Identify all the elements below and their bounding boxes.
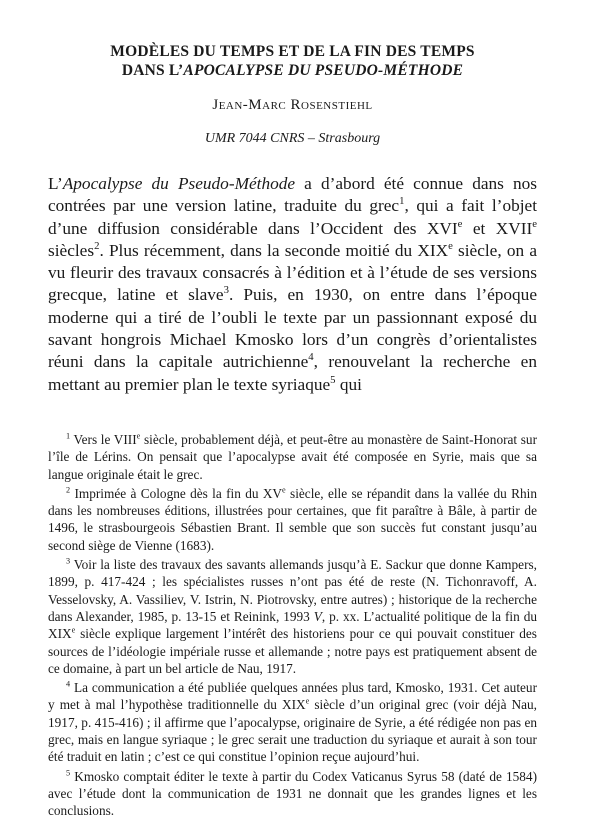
body-text-segment: a d’abord été connue dans nos contrées par une version latine, traduite du grec bbox=[48, 174, 538, 216]
footnote-2 bbox=[48, 485, 537, 554]
work-title: Apocalypse du Pseudo-Méthode bbox=[62, 174, 296, 193]
ordinal-superscript: e bbox=[457, 217, 463, 230]
body-paragraph bbox=[48, 173, 537, 396]
footnote-text: , p. xx. L’actualité politique de la fin du XIX bbox=[48, 608, 537, 642]
ordinal-superscript: e bbox=[305, 697, 310, 706]
footnote-1 bbox=[48, 431, 537, 483]
ordinal-superscript: e bbox=[532, 217, 537, 230]
author-affiliation: UMR 7044 CNRS – Strasbourg bbox=[204, 131, 381, 146]
footnote-3 bbox=[48, 556, 537, 677]
footnote-text: Kmosko comptait éditer le texte à partir du Codex Vaticanus Syrus 58 (daté de 1584) avec l’étude dont la communication de 1931 ne donnait que les grandes lignes et les conclusions. bbox=[48, 768, 537, 819]
footnote-text: La communication a été publiée quelques années plus tard, Kmosko, 1931. Cet auteur y met à mal l’hypothèse traditionnelle du XIX bbox=[48, 680, 537, 713]
body-text-segment: siècle, on a vu fleurir des travaux consacrés à l’édition et à l’étude de ses versions grecque, latine et slave bbox=[48, 240, 537, 305]
footnote-ref-5[interactable]: 5 bbox=[330, 373, 336, 386]
footnote-text: siècle, probablement déjà, et peut-être au monastère de Saint-Honorat sur l’île de Lérins. On pensait que l’apocalypse avait été composée en Syrie, mais que sa langue originale était le grec. bbox=[48, 431, 537, 482]
footnote-text: siècle d’un original grec (voir déjà Nau, 1917, p. 415-416) ; il affirme que l’apocalypse, originaire de Syrie, a été rédigée non pas en grec, mais en langue syriaque ; le grec serait une traduction du syriaque et aurait à son tour été traduit en latin ; c’est ce qui constitue l’opinion reçue aujourd’hui. bbox=[48, 697, 537, 765]
footnote-text: siècle, elle se répandit dans la vallée du Rhin dans les nombreuses éditions, illustrées pour certaines, que fit paraître à Bâle, à partir de 1496, le strasbourgeois Sébastien Brant. Il semble que son succès fut constant jusqu’au second siège de Vienne (1683). bbox=[48, 485, 537, 553]
title-line-1: MODÈLES DU TEMPS ET DE LA FIN DES TEMPS bbox=[110, 43, 475, 60]
footnote-number: 5 bbox=[66, 768, 71, 778]
footnote-number: 2 bbox=[66, 485, 71, 495]
ordinal-superscript: e bbox=[71, 625, 76, 635]
footnote-ref-3[interactable]: 3 bbox=[223, 284, 229, 297]
footnote-ref-2[interactable]: 2 bbox=[94, 240, 100, 253]
footnote-4 bbox=[48, 679, 537, 765]
footnote-text: Voir la liste des travaux des savants allemands jusqu’à E. Sackur que donne Kampers, 1899, p. 417-424 ; les spécialistes russes n’ont pas été de reste (N. Tichonravoff, A. Vesselovsky, A. Vassiliev, V. Istrin, N. Piotrovsky, entre autres) ; historique de la recherche dans Alexander, 1985, p. 13-15 et Reinink, 1993 bbox=[48, 557, 537, 624]
body-text-segment: siècles bbox=[48, 240, 95, 260]
ordinal-superscript: e bbox=[136, 431, 141, 441]
ordinal-superscript: e bbox=[282, 485, 286, 495]
body-text-segment: L’ bbox=[48, 174, 63, 193]
body-text-segment: . Puis, en 1930, on entre dans l’époque moderne qui a tiré de l’oubli le texte par un passionnant exposé du savant hongrois Michael Kmosko lors d’un congrès d’orientalistes réuni dans la capitale autrichienne bbox=[48, 285, 537, 372]
footnote-ref-4[interactable]: 4 bbox=[308, 351, 314, 364]
author-name: Jean-Marc Rosenstiehl bbox=[212, 97, 373, 113]
title-line-2-prefix: DANS L’ bbox=[121, 62, 184, 79]
footnote-number: 3 bbox=[66, 556, 71, 566]
body-text-segment: . Plus récemment, dans la seconde moitié du XIX bbox=[99, 240, 449, 260]
body-text-segment: , qui a fait l’objet d’une diffusion considérable dans l’Occident des XVI bbox=[48, 196, 537, 238]
footnote-number: 1 bbox=[66, 431, 71, 441]
body-text-segment: et XVII bbox=[462, 218, 533, 238]
footnote-number: 4 bbox=[66, 679, 71, 689]
title-line-2-italic: APOCALYPSE DU PSEUDO-MÉTHODE bbox=[183, 62, 464, 79]
footnote-ref-1[interactable]: 1 bbox=[399, 195, 405, 208]
footnote-text: Vers le VIII bbox=[70, 431, 137, 447]
footnote-text: siècle explique largement l’intérêt des historiens pour ce qui pouvait constituer des sources de l’idéologie impériale russe et allemande ; notre pays est pratiquement absent de ce domaine, à part un bel article de Nau, 1917. bbox=[48, 626, 537, 676]
article-title bbox=[48, 0, 537, 80]
volume-number: V bbox=[313, 608, 322, 624]
footnote-text: Imprimée à Cologne dès la fin du XV bbox=[70, 485, 283, 501]
ordinal-superscript: e bbox=[448, 240, 453, 253]
body-text-segment: , renouvelant la recherche en mettant au premier plan le texte syriaque bbox=[48, 352, 537, 394]
footnotes bbox=[48, 431, 537, 820]
body-text-segment: qui bbox=[335, 374, 362, 394]
footnote-5 bbox=[48, 768, 537, 820]
